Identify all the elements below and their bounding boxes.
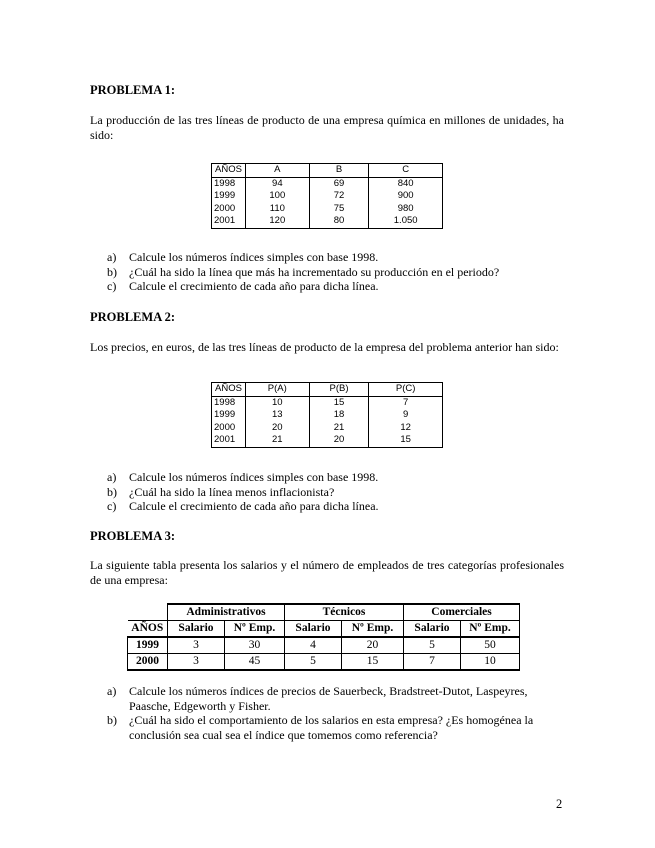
list-marker: a) <box>107 684 117 698</box>
table-row <box>212 203 443 216</box>
table-cell: 3 <box>168 637 225 654</box>
table-row <box>212 434 443 447</box>
column-header: Nº Emp. <box>342 621 404 638</box>
table-cell: 72 <box>309 190 369 203</box>
table-cell: 15 <box>342 654 404 671</box>
table-cell: 2001 <box>212 434 246 447</box>
table-cell: 10 <box>245 396 309 409</box>
table-cell: 20 <box>342 637 404 654</box>
table-cell: 900 <box>369 190 443 203</box>
table-cell: 5 <box>404 637 461 654</box>
table-cell: 840 <box>369 177 443 190</box>
table-cell: 20 <box>245 422 309 435</box>
prices-table <box>211 382 443 448</box>
table-cell: 1.050 <box>369 215 443 228</box>
question-text: ¿Cuál ha sido la línea menos inflacionista? <box>129 484 335 499</box>
list-item <box>107 279 567 294</box>
problem-2-questions <box>107 470 567 514</box>
column-header: Salario <box>168 621 225 638</box>
question-text: Calcule el crecimiento de cada año para dicha línea. <box>129 279 379 293</box>
table-cell: 1998 <box>212 177 246 190</box>
table-cell: 10 <box>461 654 520 671</box>
question-text: Calcule los números índices de precios de Sauerbeck, Bradstreet-Dutot, Laspeyres, Paasche, Edgeworth y Fisher. <box>129 684 528 713</box>
table-cell: 1999 <box>128 637 168 654</box>
question-text: Calcule el crecimiento de cada año para dicha línea. <box>129 499 379 513</box>
problem-2-intro: Los precios, en euros, de las tres líneas de producto de la empresa del problema anterior han sido: <box>90 340 559 354</box>
table-row <box>212 396 443 409</box>
column-header: AÑOS <box>212 164 246 178</box>
problem-3-questions <box>107 684 567 742</box>
table-cell: 15 <box>369 434 443 447</box>
column-header: P(A) <box>245 383 309 397</box>
list-marker: c) <box>107 499 117 513</box>
table-row <box>212 177 443 190</box>
table-cell: 9 <box>369 409 443 422</box>
column-header: Nº Emp. <box>225 621 285 638</box>
year-header: AÑOS <box>128 621 168 638</box>
column-header: Nº Emp. <box>461 621 520 638</box>
table-cell: 1998 <box>212 396 246 409</box>
list-marker: c) <box>107 279 117 293</box>
list-item <box>107 485 567 500</box>
problem-1-heading: PROBLEMA 1: <box>90 83 176 97</box>
question-text: Calcule los números índices simples con base 1998. <box>129 250 379 264</box>
salaries-table <box>127 603 520 671</box>
column-header: Salario <box>404 621 461 638</box>
table-cell: 110 <box>245 203 309 216</box>
table-cell: 12 <box>369 422 443 435</box>
list-item <box>107 684 567 713</box>
group-header: Comerciales <box>404 604 520 621</box>
table-row <box>128 637 520 654</box>
list-item <box>107 713 567 742</box>
list-item <box>107 499 567 514</box>
list-marker: b) <box>107 713 117 727</box>
table-cell: 100 <box>245 190 309 203</box>
list-marker: b) <box>107 484 117 499</box>
column-header: C <box>369 164 443 178</box>
group-header: Técnicos <box>285 604 404 621</box>
column-header: A <box>245 164 309 178</box>
list-marker: b) <box>107 264 117 279</box>
table-row <box>212 190 443 203</box>
table-cell: 20 <box>309 434 369 447</box>
table-row <box>212 215 443 228</box>
table-cell: 4 <box>285 637 342 654</box>
problem-1-questions <box>107 250 567 294</box>
problem-3-heading: PROBLEMA 3: <box>90 529 176 543</box>
table-cell: 30 <box>225 637 285 654</box>
list-item <box>107 250 567 265</box>
table-cell: 5 <box>285 654 342 671</box>
table-cell: 21 <box>309 422 369 435</box>
problem-2-heading: PROBLEMA 2: <box>90 310 176 324</box>
table-cell: 2000 <box>128 654 168 671</box>
table-cell: 21 <box>245 434 309 447</box>
table-row <box>212 422 443 435</box>
table-cell: 94 <box>245 177 309 190</box>
question-text: ¿Cuál ha sido el comportamiento de los salarios en esta empresa? ¿Es homogénea la conclusión sea cual sea el índice que tomemos como referencia? <box>129 713 534 742</box>
list-marker: a) <box>107 250 117 264</box>
table-cell: 50 <box>461 637 520 654</box>
production-table <box>211 163 443 229</box>
table-row <box>212 409 443 422</box>
table-cell: 1999 <box>212 190 246 203</box>
table-cell: 3 <box>168 654 225 671</box>
group-header: Administrativos <box>168 604 285 621</box>
table-cell: 2001 <box>212 215 246 228</box>
table-cell: 13 <box>245 409 309 422</box>
table-cell: 1999 <box>212 409 246 422</box>
column-header: AÑOS <box>212 383 246 397</box>
column-header: B <box>309 164 369 178</box>
list-item <box>107 470 567 485</box>
column-header: P(C) <box>369 383 443 397</box>
table-cell: 2000 <box>212 422 246 435</box>
column-header: P(B) <box>309 383 369 397</box>
list-marker: a) <box>107 470 117 484</box>
table-row <box>128 654 520 671</box>
table-cell: 980 <box>369 203 443 216</box>
table-cell: 69 <box>309 177 369 190</box>
question-text: ¿Cuál ha sido la línea que más ha incrementado su producción en el periodo? <box>129 264 500 279</box>
page-number: 2 <box>556 797 563 811</box>
column-header: Salario <box>285 621 342 638</box>
table-cell: 18 <box>309 409 369 422</box>
table-cell: 75 <box>309 203 369 216</box>
problem-3-intro: La siguiente tabla presenta los salarios y el número de empleados de tres categorías profesionales de una empresa: <box>90 558 564 587</box>
problem-1-intro: La producción de las tres líneas de producto de una empresa química en millones de unidades, ha sido: <box>90 113 564 142</box>
table-cell: 45 <box>225 654 285 671</box>
list-item <box>107 265 567 280</box>
table-cell: 15 <box>309 396 369 409</box>
table-cell: 120 <box>245 215 309 228</box>
empty-corner <box>128 604 168 621</box>
table-cell: 2000 <box>212 203 246 216</box>
question-text: Calcule los números índices simples con base 1998. <box>129 470 379 484</box>
table-cell: 80 <box>309 215 369 228</box>
table-cell: 7 <box>369 396 443 409</box>
table-cell: 7 <box>404 654 461 671</box>
